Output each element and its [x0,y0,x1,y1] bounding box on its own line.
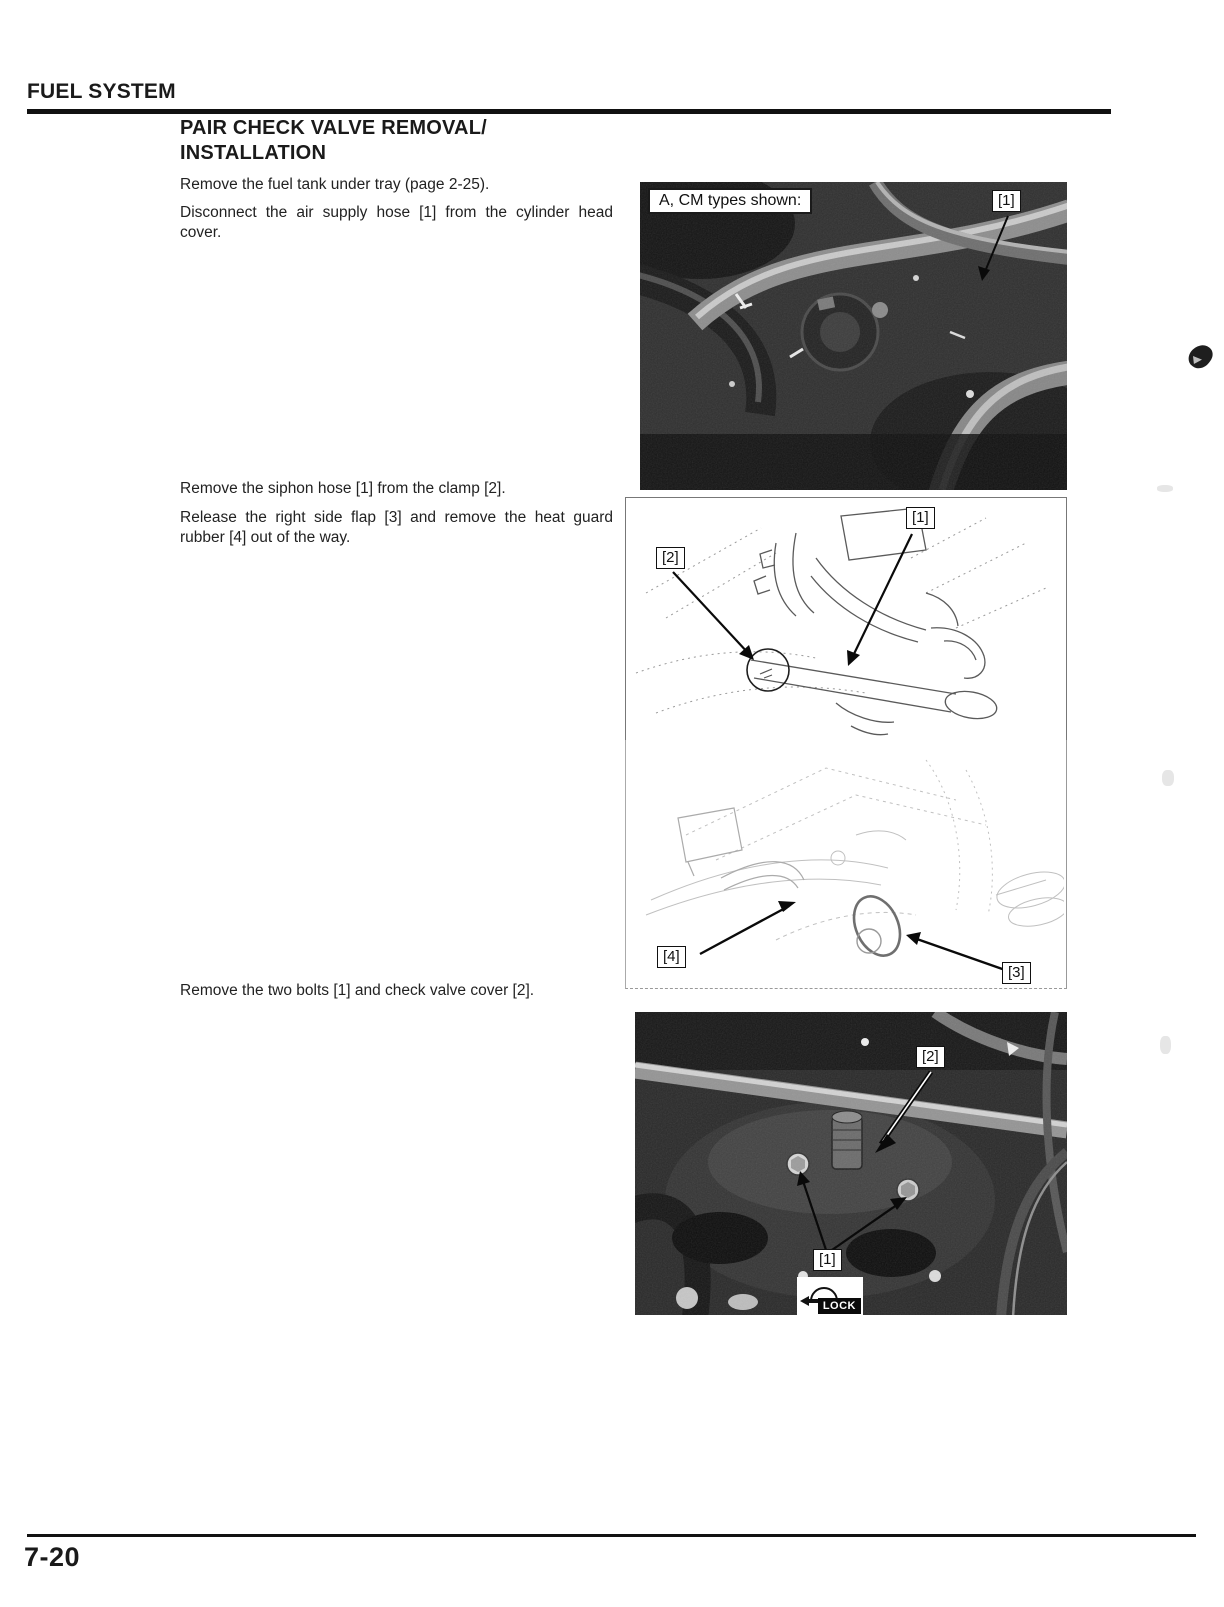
figure-siphon-hose-drawing [625,497,1067,742]
procedure-title-line2: INSTALLATION [180,142,327,164]
callout-2-fig2: [2] [656,547,685,569]
engine-photo-art [635,1012,1067,1315]
scan-smudge [1160,1036,1171,1054]
figure-heat-guard-drawing [625,740,1067,989]
callout-1-fig2: [1] [906,507,935,529]
figure-check-valve-cover-photo [635,1012,1067,1315]
line-drawing-art [626,740,1064,987]
line-drawing-art [626,498,1064,739]
figure-caption: A, CM types shown: [648,188,812,214]
step-text-3: Remove the siphon hose [1] from the clamp [2]. [180,480,506,497]
figure-air-supply-hose-photo [640,182,1067,490]
footer-rule [27,1534,1196,1537]
page-number: 7-20 [24,1542,81,1572]
procedure-title [180,116,650,166]
callout-1-fig1: [1] [992,190,1021,212]
lock-label: LOCK [818,1298,861,1314]
procedure-title-line1: PAIR CHECK VALVE REMOVAL/ [180,117,487,139]
step-text-1: Remove the fuel tank under tray (page 2-25). [180,176,490,193]
step-text-2: Disconnect the air supply hose [1] from the cylinder head cover. [180,204,613,241]
lock-icon [797,1277,863,1315]
callout-3-fig3: [3] [1002,962,1031,984]
scan-smudge [1162,770,1174,786]
scan-ink-blob [1185,340,1217,373]
callout-2-fig4: [2] [916,1046,945,1068]
callout-4-fig3: [4] [657,946,686,968]
scan-smudge [1157,485,1173,492]
header-rule [27,109,1111,114]
section-title: FUEL SYSTEM [27,80,176,103]
step-text-5: Remove the two bolts [1] and check valve cover [2]. [180,982,535,999]
step-text-4: Release the right side flap [3] and remove the heat guard rubber [4] out of the way. [180,509,613,546]
engine-photo-art [640,182,1067,490]
callout-1-fig4: [1] [813,1249,842,1271]
